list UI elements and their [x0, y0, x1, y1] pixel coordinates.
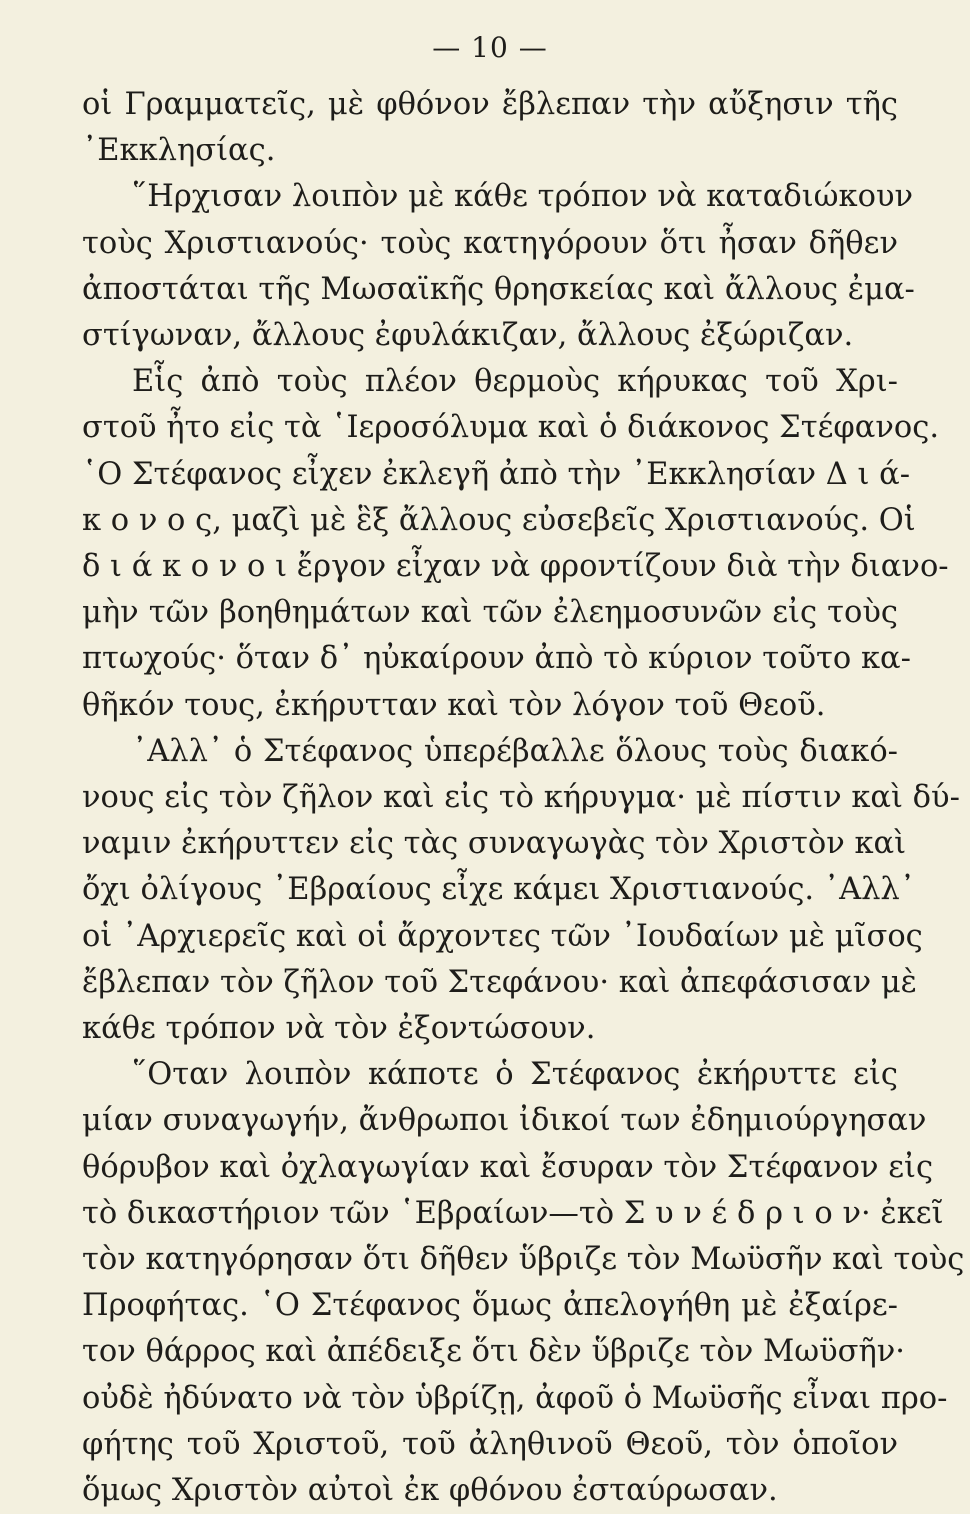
text-line: κ ο ν ο ς, μαζὶ μὲ ἓξ ἄλλους εὐσεβεῖς Χριστιανούς. Οἱ	[82, 502, 916, 538]
text-line: ᾿Εκκλησίας.	[82, 133, 276, 169]
text-line: νους εἰς τὸν ζῆλον καὶ εἰς τὸ κήρυγμα· μὲ πίστιν καὶ δύ-	[82, 780, 960, 816]
text-line: θόρυβον καὶ ὀχλαγωγίαν καὶ ἔσυραν τὸν Στέφανον εἰς	[82, 1149, 934, 1185]
text-line: ναμιν ἐκήρυττεν εἰς τὰς συναγωγὰς τὸν Χριστὸν καὶ	[82, 826, 907, 862]
body-text	[82, 82, 965, 1514]
text-line: ῞Ηρχισαν λοιπὸν μὲ κάθε τρόπον νὰ καταδιώκουν	[132, 179, 914, 215]
text-line: κάθε τρόπον νὰ τὸν ἐξοντώσουν.	[82, 1011, 596, 1047]
text-line: μίαν συναγωγήν, ἄνθρωποι ἰδικοί των ἐδημιούργησαν	[82, 1103, 927, 1139]
text-line: ῞Οταν λοιπὸν κάποτε ὁ Στέφανος ἐκήρυττε εἰς	[132, 1057, 898, 1093]
text-line: ὄχι ὀλίγους ᾿Εβραίους εἶχε κάμει Χριστιανούς. ᾿Αλλ᾿	[82, 872, 916, 908]
text-line: τὸν κατηγόρησαν ὅτι δῆθεν ὕβριζε τὸν Μωϋσῆν καὶ τοὺς	[82, 1242, 965, 1278]
text-line: ἔβλεπαν τὸν ζῆλον τοῦ Στεφάνου· καὶ ἀπεφάσισαν μὲ	[82, 964, 918, 1000]
text-line: ὅμως Χριστὸν αὐτοὶ ἐκ φθόνου ἐσταύρωσαν.	[82, 1473, 778, 1509]
page-number: — 10 —	[432, 31, 548, 64]
text-line: οὐδὲ ἠδύνατο νὰ τὸν ὑβρίζῃ, ἀφοῦ ὁ Μωϋσῆς εἶναι προ-	[82, 1380, 948, 1416]
text-line: στίγωναν, ἄλλους ἐφυλάκιζαν, ἄλλους ἐξώριζαν.	[82, 318, 854, 354]
text-line: ἀποστάται τῆς Μωσαϊκῆς θρησκείας καὶ ἄλλους ἐμα-	[82, 271, 915, 307]
text-line: Προφήτας. ῾Ο Στέφανος ὅμως ἀπελογήθη μὲ ἐξαίρε-	[82, 1288, 898, 1324]
text-line: Εἷς ἀπὸ τοὺς πλέον θερμοὺς κήρυκας τοῦ Χρι-	[132, 364, 898, 400]
text-line: στοῦ ἦτο εἰς τὰ ῾Ιεροσόλυμα καὶ ὁ διάκονος Στέφανος.	[82, 410, 940, 446]
text-line: ῾Ο Στέφανος εἶχεν ἐκλεγῆ ἀπὸ τὴν ᾿Εκκλησίαν Δ ι ά-	[82, 456, 911, 492]
text-line: δ ι ά κ ο ν ο ι ἔργον εἶχαν νὰ φροντίζουν διὰ τὴν διανο-	[82, 549, 949, 585]
text-line: πτωχούς· ὅταν δ᾿ ηὐκαίρουν ἀπὸ τὸ κύριον τοῦτο κα-	[82, 641, 911, 677]
text-line: τον θάρρος καὶ ἀπέδειξε ὅτι δὲν ὕβριζε τὸν Μωϋσῆν·	[82, 1334, 905, 1370]
text-line: οἱ ᾿Αρχιερεῖς καὶ οἱ ἄρχοντες τῶν ᾿Ιουδαίων μὲ μῖσος	[82, 918, 923, 954]
text-line: ᾿Αλλ᾿ ὁ Στέφανος ὑπερέβαλλε ὅλους τοὺς διακό-	[132, 733, 898, 769]
text-line: θῆκόν τους, ἐκήρυτταν καὶ τὸν λόγον τοῦ Θεοῦ.	[82, 687, 826, 723]
text-line: φήτης τοῦ Χριστοῦ, τοῦ ἀληθινοῦ Θεοῦ, τὸν ὁποῖον	[82, 1426, 898, 1462]
text-line: μὴν τῶν βοηθημάτων καὶ τῶν ἐλεημοσυνῶν εἰς τοὺς	[82, 595, 898, 631]
text-line: τοὺς Χριστιανούς· τοὺς κατηγόρουν ὅτι ἦσαν δῆθεν	[82, 225, 898, 261]
text-line: τὸ δικαστήριον τῶν ῾Εβραίων—τὸ Σ υ ν έ δ ρ ι ο ν· ἐκεῖ	[82, 1195, 944, 1231]
text-line: οἱ Γραμματεῖς, μὲ φθόνον ἔβλεπαν τὴν αὔξησιν τῆς	[82, 87, 898, 122]
